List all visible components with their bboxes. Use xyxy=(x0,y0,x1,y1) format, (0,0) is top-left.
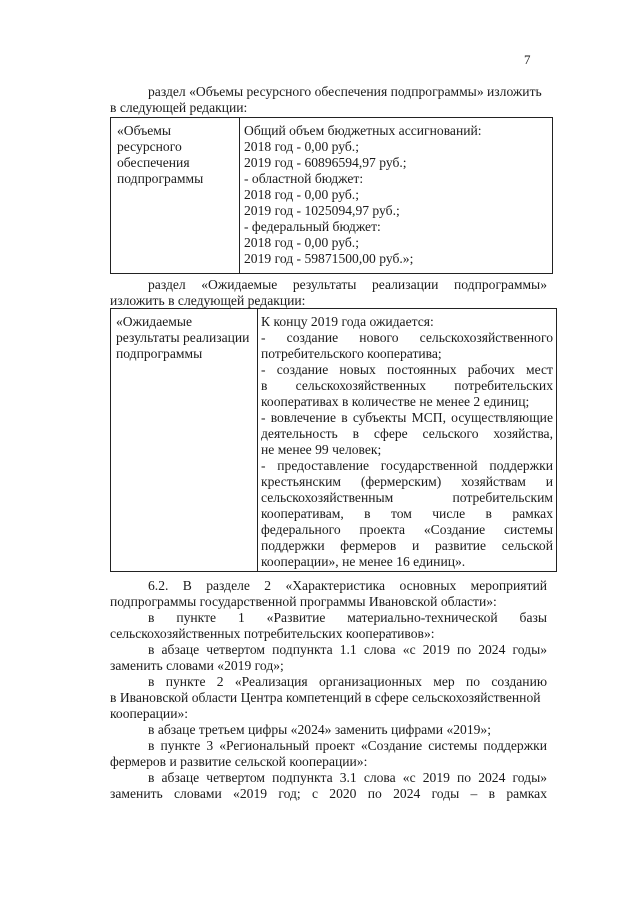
table-content-line: крестьянским (фермерским) хозяйствам и xyxy=(261,474,553,489)
body-line: в абзаце третьем цифры «2024» заменить цифрами «2019»; xyxy=(148,722,492,737)
table-content-line: К концу 2019 года ожидается: xyxy=(261,314,434,329)
table-content-line: - создание новых постоянных рабочих мест xyxy=(261,362,553,377)
table-content-line: потребительского кооператива; xyxy=(261,346,442,361)
table-label-line: подпрограммы xyxy=(116,346,203,361)
table-content-line: 2019 год - 59871500,00 руб.»; xyxy=(244,251,414,266)
body-line: в пункте 2 «Реализация организационных мер по созданию xyxy=(148,674,547,689)
body-line: сельскохозяйственных потребительских кооперативов»: xyxy=(110,626,435,641)
table-content-line: 2018 год - 0,00 руб.; xyxy=(244,187,359,202)
table-content-line: Общий объем бюджетных ассигнований: xyxy=(244,123,482,138)
table-label-cell xyxy=(116,314,249,362)
intro-paragraph-line: раздел «Ожидаемые результаты реализации подпрограммы» xyxy=(148,277,547,292)
table-content-line: 2018 год - 0,00 руб.; xyxy=(244,139,359,154)
table-label-line: обеспечения xyxy=(117,155,190,170)
table-label-line: ресурсного xyxy=(117,139,182,154)
table-content-line: 2019 год - 60896594,97 руб.; xyxy=(244,155,407,170)
table-content-line: - областной бюджет: xyxy=(244,171,364,186)
table-content-cell xyxy=(244,123,482,267)
table-content-line: поддержки фермеров и развитие сельской xyxy=(261,538,553,553)
table-content-line: - создание нового сельскохозяйственного xyxy=(261,330,553,345)
table-content-line: 2019 год - 1025094,97 руб.; xyxy=(244,203,400,218)
table-column-divider xyxy=(257,309,258,571)
body-line: в пункте 1 «Развитие материально-технической базы xyxy=(148,610,547,625)
table-content-line: - вовлечение в субъекты МСП, осуществляющие xyxy=(261,410,553,425)
table-content-line: - предоставление государственной поддержки xyxy=(261,458,553,473)
body-line: 6.2. В разделе 2 «Характеристика основных мероприятий xyxy=(148,578,547,593)
table-content-line: кооперации», не менее 16 единиц». xyxy=(261,554,466,569)
table-column-divider xyxy=(239,118,240,273)
table-label-cell xyxy=(117,123,203,187)
table-label-line: «Ожидаемые xyxy=(116,314,193,329)
body-line: в Ивановской области Центра компетенций в сфере сельскохозяйственной xyxy=(110,690,541,705)
resources-table xyxy=(110,117,553,274)
body-line: подпрограммы государственной программы Ивановской области»: xyxy=(110,594,497,609)
intro-paragraph-line: раздел «Объемы ресурсного обеспечения подпрограммы» изложить xyxy=(148,84,542,99)
body-line: кооперации»: xyxy=(110,706,189,721)
table-content-line: федерального проекта «Создание системы xyxy=(261,522,553,537)
body-line: в абзаце четвертом подпункта 3.1 слова «с 2019 по 2024 годы» xyxy=(148,770,547,785)
table-content-line: не менее 99 человек; xyxy=(261,442,382,457)
table-content-line: кооперативам, в том числе в рамках xyxy=(261,506,553,521)
table-label-line: подпрограммы xyxy=(117,171,204,186)
table-label-line: результаты реализации xyxy=(116,330,250,345)
body-line: фермеров и развитие сельской кооперации»: xyxy=(110,754,368,769)
body-line: заменить словами «2019 год; с 2020 по 2024 годы – в рамках xyxy=(110,786,547,801)
results-table xyxy=(110,308,557,572)
table-content-line: в сельскохозяйственных потребительских xyxy=(261,378,553,393)
body-line: заменить словами «2019 год»; xyxy=(110,658,284,673)
body-line: в пункте 3 «Региональный проект «Создание системы поддержки xyxy=(148,738,547,753)
table-content-cell xyxy=(261,314,553,570)
table-content-line: кооперативах в количестве не менее 2 единиц; xyxy=(261,394,530,409)
table-content-line: сельскохозяйственным потребительским xyxy=(261,490,553,505)
table-content-line: - федеральный бюджет: xyxy=(244,219,381,234)
table-content-line: 2018 год - 0,00 руб.; xyxy=(244,235,359,250)
body-line: в абзаце четвертом подпункта 1.1 слова «с 2019 по 2024 годы» xyxy=(148,642,547,657)
intro-paragraph-line: в следующей редакции: xyxy=(110,100,248,115)
page-number: 7 xyxy=(524,52,531,67)
table-label-line: «Объемы xyxy=(117,123,171,138)
intro-paragraph-line: изложить в следующей редакции: xyxy=(110,293,306,308)
table-content-line: деятельность в сфере сельского хозяйства, xyxy=(261,426,553,441)
